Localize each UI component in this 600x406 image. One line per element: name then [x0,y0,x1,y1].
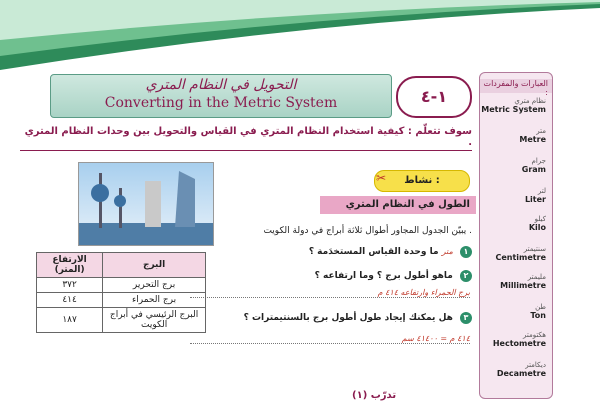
vocab-item: متر Metre [519,127,546,144]
learning-objective: سوف تتعلّم : كيفية استخدام النظام المتري في القياس والتحويل بين وحدات النظام المتري . [20,126,472,151]
vocab-item: كيلو Kilo [528,215,546,232]
vocab-item: نظام متري Metric System [481,97,546,114]
answer-3: ٤١٤ م = ٤١٤٠٠ سم [190,334,470,344]
decorative-swoosh [0,0,600,70]
vocab-item: جرام Gram [521,157,546,174]
table-cell: ١٨٧ [37,308,103,333]
table-row [37,278,206,293]
activity-badge: نشاط : [374,170,470,192]
table-header: البرج [103,253,206,278]
lesson-title-banner [50,74,392,118]
question-3: هل يمكنك إيجاد طول أطول برج بالسنتيمترات ؟ ٣ [190,312,472,324]
section-heading: الطول في النظام المتري [320,196,476,214]
question-2: ماهو أطول برج ؟ وما ارتفاعه ؟ ٢ [190,270,472,282]
vocab-item: ديكامتر Decametre [496,361,546,378]
exercise-heading: تدرّب (١) [352,390,397,401]
vocab-item: لتر Liter [524,187,546,204]
vocab-item: طن Ton [530,303,546,320]
table-cell: برج التحرير [103,278,206,293]
answer-2: برج الحمراء وارتفاعه ٤١٤ م [190,288,470,298]
vocab-item: هكتومتر Hectometre [492,331,546,348]
lesson-title-arabic: التحويل في النظام المتري [145,77,297,93]
intro-text: يبيّن الجدول المجاور أطوال ثلاثة أبراج في دولة الكويت . [263,226,472,236]
table-header: الارتفاع (المتر) [37,253,103,278]
answer-1: متر [441,247,453,256]
vocab-item: سنتيمتر Centimetre [495,245,546,262]
table-cell: برج الحمراء [103,293,206,308]
vocabulary-title: العبارات والمفردات : [480,79,552,93]
table-header-row [37,253,206,278]
tools-icon: ✂ [376,171,387,185]
towers-table [36,252,206,333]
table-cell: البرج الرئيسي في أبراج الكويت [103,308,206,333]
lesson-number-badge: ١-٤ [396,76,472,118]
table-cell: ٣٧٢ [37,278,103,293]
lesson-title-english: Converting in the Metric System [104,95,338,111]
question-1: متر ما وحدة القياس المستخدَمة ؟ ١ [190,246,472,258]
table-row [37,293,206,308]
vocab-item: مليمتر Millimetre [500,273,546,290]
table-cell: ٤١٤ [37,293,103,308]
table-row [37,308,206,333]
vocabulary-sidebar [479,72,553,399]
